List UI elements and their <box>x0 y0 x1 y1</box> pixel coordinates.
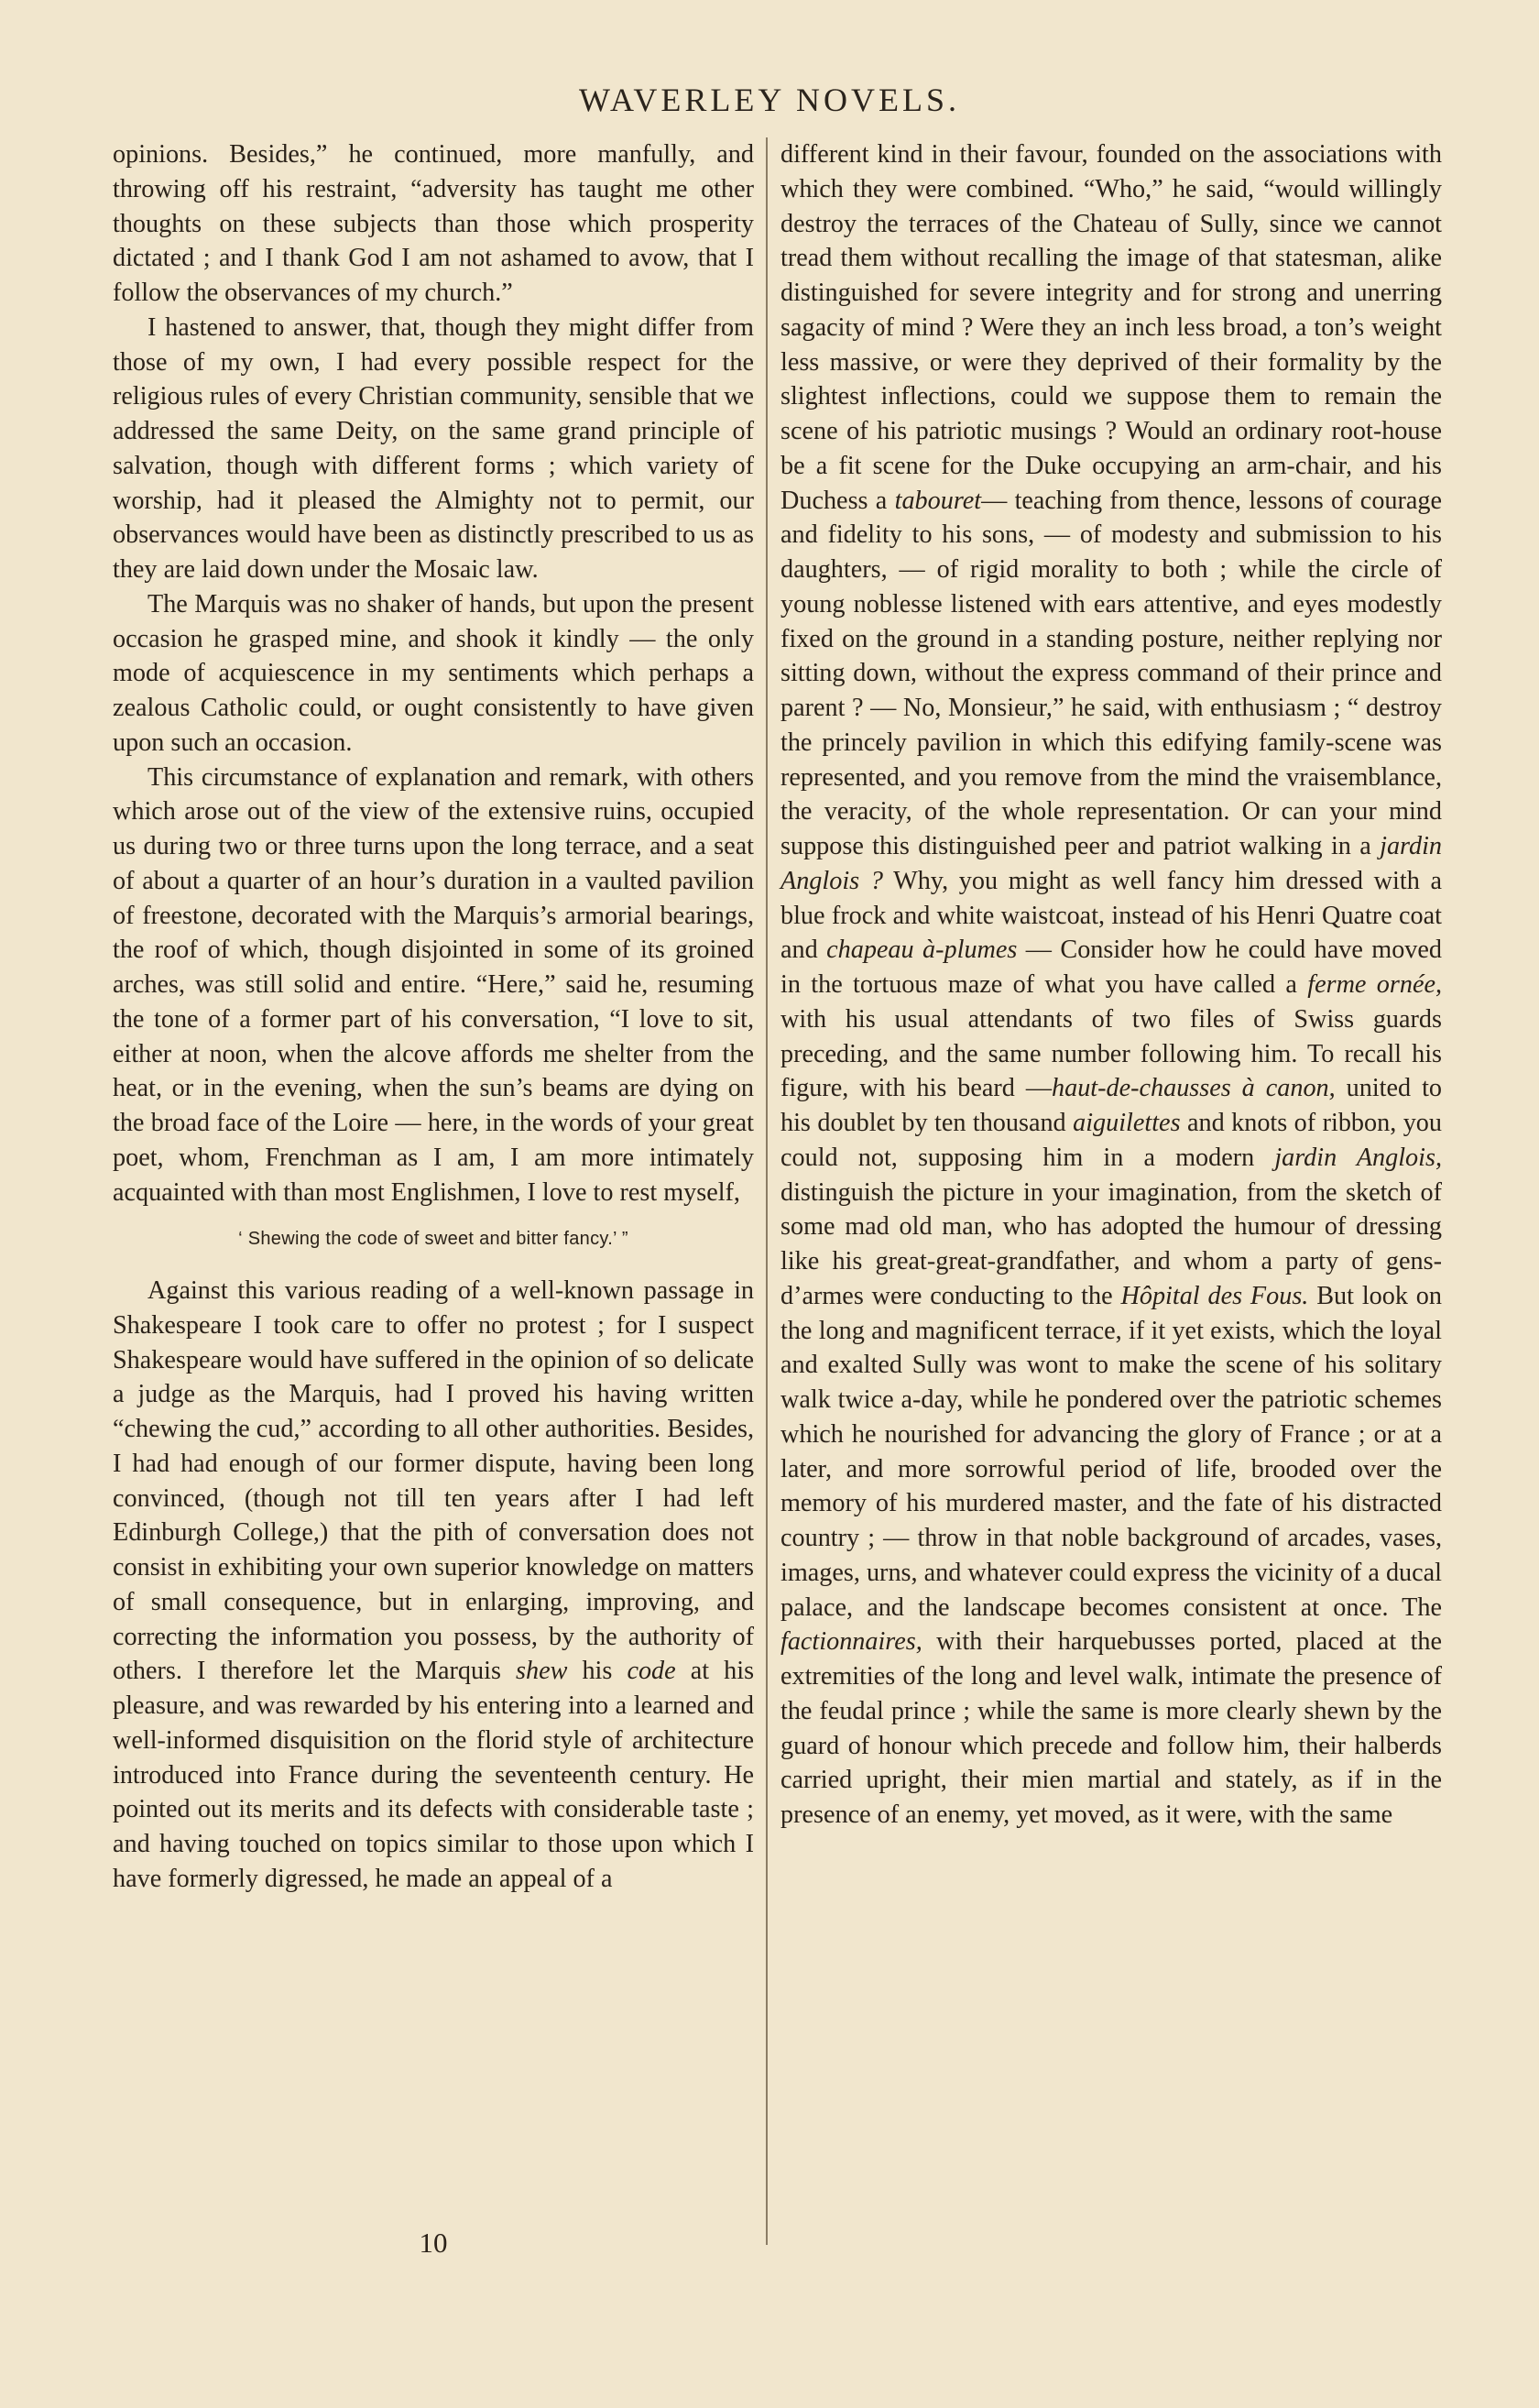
column-divider <box>766 137 768 2245</box>
paragraph: different kind in their favour, founded on the associations with which they were combined. “Who,” he said, “would willingly destroy the terraces of the Chateau of Sully, since we cannot tread them without recalling the image of that statesman, alike distinguished for severe integrity and for strong and unerring sagacity of mind ? Were they an inch less broad, a ton’s weight less massive, or were they deprived of their formality by the slightest inflections, could we suppose them to remain the scene of his patriotic musings ? Would an ordinary root-house be a fit scene for the Duke occupying an arm-chair, and his Duchess a tabouret— teaching from thence, lessons of courage and fidelity to his sons, — of modesty and submission to his daughters, — of rigid morality to both ; while the circle of young noblesse listened with ears attentive, and eyes modestly fixed on the ground in a standing posture, neither replying nor sitting down, without the express command of their prince and parent ? — No, Monsieur,” he said, with enthusiasm ; “ destroy the princely pavilion in which this edifying family-scene was represented, and you remove from the mind the vraisemblance, the veracity, of the whole representation. Or can your mind suppose this distinguished peer and patriot walking in a jardin Anglois ? Why, you might as well fancy him dressed with a blue frock and white waistcoat, instead of his Henri Quatre coat and chapeau à-plumes — Consider how he could have moved in the tortuous maze of what you have called a ferme ornée, with his usual attendants of two files of Swiss guards preceding, and the same number following him. To recall his figure, with his beard —haut-de-chausses à canon, united to his doublet by ten thousand aiguilettes and knots of ribbon, you could not, supposing him in a modern jardin Anglois, distinguish the picture in your imagination, from the sketch of some mad old man, who has adopted the humour of dressing like his great-great-grandfather, and whom a party of gens-d’armes were conducting to the Hôpital des Fous. But look on the long and magnificent terrace, if it yet exists, which the loyal and exalted Sully was wont to make the scene of his solitary walk twice a-day, while he pondered over the patriotic schemes which he nourished for advancing the glory of France ; or at a later, and more sorrowful period of life, brooded over the memory of his murdered master, and the fate of his distracted country ; — throw in that noble background of arcades, vases, images, urns, and whatever could express the vicinity of a ducal palace, and the landscape becomes consistent at once. The factionnaires, with their harquebusses ported, placed at the extremities of the long and level walk, intimate the presence of the feudal prince ; while the same is more clearly shewn by the guard of honour which precede and follow him, their halberds carried upright, their mien martial and stately, as if in the presence of an enemy, yet moved, as it were, with the same <box>780 140 1443 1829</box>
paragraph: The Marquis was no shaker of hands, but upon the present occasion he grasped mine, and shook it kindly — the only mode of acquiescence in my sentiments which perhaps a zealous Catholic could, or ought consistently to have given upon such an occasion. <box>113 589 754 757</box>
left-column <box>113 137 754 1897</box>
block-quote: ‘ Shewing the code of sweet and bitter fancy.’ ” <box>238 1229 628 1250</box>
paragraph: This circumstance of explanation and remark, with others which arose out of the view of the extensive ruins, occupied us during two or three turns upon the long terrace, and a seat of about a quarter of an hour’s duration in a vaulted pavilion of freestone, decorated with the Marquis’s armorial bearings, the roof of which, though disjointed in some of its groined arches, was still solid and entire. “Here,” said he, resuming the tone of a former part of his conversation, “I love to sit, either at noon, when the alcove affords me shelter from the heat, or in the evening, when the sun’s beams are dying on the broad face of the Loire — here, in the words of your great poet, whom, Frenchman as I am, I am more intimately acquainted with than most Englishmen, I love to rest myself, <box>113 762 754 1207</box>
running-head: WAVERLEY NOVELS. <box>579 82 960 118</box>
page-number: 10 <box>419 2227 448 2259</box>
right-column <box>780 137 1442 1833</box>
paragraph: Against this various reading of a well-known passage in Shakespeare I took care to offer no protest ; for I suspect Shakespeare would have suffered in the opinion of so delicate a judge as the Marquis, had I proved his having written “chewing the cud,” according to all other authorities. Besides, I had had enough of our former dispute, having been long convinced, (though not till ten years after I had left Edinburgh College,) that the pith of conversation does not consist in exhibiting your own superior knowledge on matters of small consequence, but in enlarging, improving, and correcting the information you possess, by the authority of others. I therefore let the Marquis shew his code at his pleasure, and was rewarded by his entering into a learned and well-informed disquisition on the florid style of architecture introduced into France during the seventeenth century. He pointed out its merits and its defects with considerable taste ; and having touched on topics similar to those upon which I have formerly digressed, he made an appeal of a <box>113 1276 755 1893</box>
paragraph: opinions. Besides,” he continued, more manfully, and throwing off his restraint, “adversity has taught me other thoughts on these subjects than those which prosperity dictated ; and I thank God I am not ashamed to avow, that I follow the observances of my church.” <box>113 140 754 307</box>
paragraph: I hastened to answer, that, though they might differ from those of my own, I had every possible respect for the religious rules of every Christian community, sensible that we addressed the same Deity, on the same grand principle of salvation, though with different forms ; which variety of worship, had it pleased the Almighty not to permit, our observances would have been as distinctly prescribed to us as they are laid down under the Mosaic law. <box>113 312 754 584</box>
